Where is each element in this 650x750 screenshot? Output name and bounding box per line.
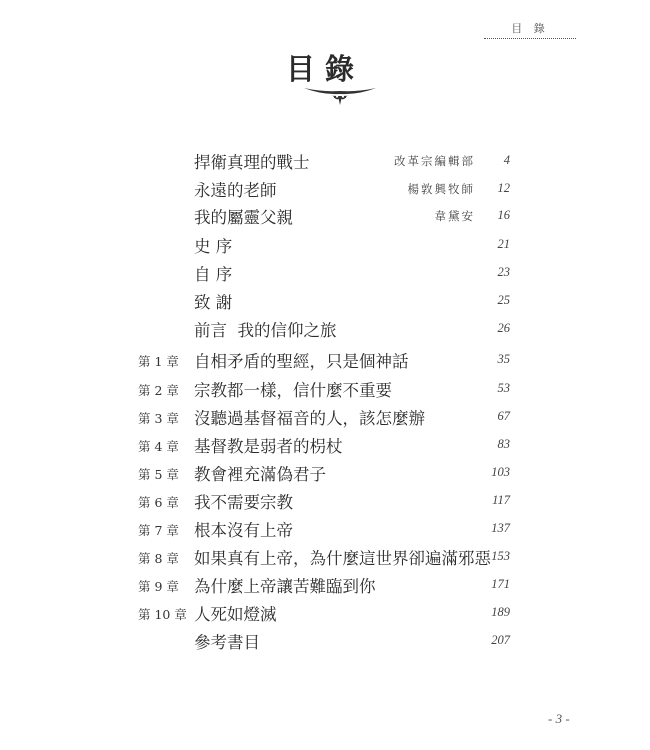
chapter-title: 教會裡充滿偽君子 [194, 465, 326, 484]
toc-chapter[interactable] [0, 461, 650, 485]
toc-chapter[interactable] [0, 545, 650, 569]
chapter-title: 宗教都一樣，信什麼不重要 [194, 381, 392, 400]
toc-chapter[interactable] [0, 601, 650, 625]
page-number: - 3 - [548, 711, 570, 726]
toc-entry[interactable] [0, 261, 650, 285]
toc-entry[interactable] [0, 289, 650, 313]
toc-chapter[interactable] [0, 348, 650, 372]
entry-title: 參考書目 [194, 633, 260, 652]
chapter-title: 人死如燈滅 [194, 605, 277, 624]
toc-entry-bibliography[interactable] [0, 629, 650, 653]
chapter-label: 第 5 章 [138, 467, 179, 482]
toc-chapter[interactable] [0, 573, 650, 597]
chapter-page-number: 153 [491, 549, 510, 563]
toc-chapter[interactable] [0, 489, 650, 513]
running-header-rule [484, 38, 576, 39]
entry-title: 我的屬靈父親 [194, 208, 293, 227]
chapter-page-number: 137 [491, 521, 510, 535]
entry-title: 永遠的老師 [194, 181, 277, 200]
entry-title: 捍衛真理的戰士 [194, 153, 310, 172]
chapter-title: 我不需要宗教 [194, 493, 293, 512]
chapter-page-number: 189 [491, 605, 510, 619]
chapter-label: 第 8 章 [138, 551, 179, 566]
chapter-title: 沒聽過基督福音的人，該怎麼辦 [194, 409, 425, 428]
entry-page-number: 25 [497, 293, 510, 307]
chapter-title: 為什麼上帝讓苦難臨到你 [194, 577, 376, 596]
entry-page-number: 12 [497, 181, 510, 195]
chapter-label: 第 10 章 [138, 607, 187, 622]
entry-page-number: 23 [497, 265, 510, 279]
page-title: 目錄 [285, 52, 364, 86]
running-header: 目 錄 [511, 22, 549, 35]
toc-entry[interactable] [0, 177, 650, 201]
chapter-label: 第 3 章 [138, 411, 179, 426]
chapter-title: 如果真有上帝，為什麼這世界卻遍滿邪惡 [194, 549, 491, 568]
toc-entry[interactable] [0, 204, 650, 228]
chapter-page-number: 67 [497, 409, 510, 423]
chapter-label: 第 1 章 [138, 354, 179, 369]
chapter-title: 基督教是弱者的枴杖 [194, 437, 343, 456]
chapter-page-number: 103 [491, 465, 510, 479]
chapter-label: 第 6 章 [138, 495, 179, 510]
toc-chapter[interactable] [0, 405, 650, 429]
chapter-page-number: 83 [497, 437, 510, 451]
entry-author: 改革宗編輯部 [394, 154, 475, 168]
entry-page-number: 16 [497, 208, 510, 222]
ornament-flourish-icon [302, 84, 378, 106]
chapter-page-number: 171 [491, 577, 510, 591]
toc-chapter[interactable] [0, 433, 650, 457]
toc-chapter[interactable] [0, 377, 650, 401]
toc-entry[interactable] [0, 233, 650, 257]
chapter-page-number: 53 [497, 381, 510, 395]
entry-title: 自 序 [194, 265, 233, 284]
entry-page-number: 26 [497, 321, 510, 335]
chapter-title: 根本沒有上帝 [194, 521, 293, 540]
chapter-page-number: 35 [497, 352, 510, 366]
entry-page-number: 4 [503, 153, 510, 167]
chapter-label: 第 2 章 [138, 383, 179, 398]
chapter-label: 第 4 章 [138, 439, 179, 454]
chapter-label: 第 9 章 [138, 579, 179, 594]
entry-title: 史 序 [194, 237, 233, 256]
entry-author: 韋黛安 [434, 209, 475, 223]
entry-title: 前言 我的信仰之旅 [194, 321, 337, 340]
toc-chapter[interactable] [0, 517, 650, 541]
entry-page-number: 207 [491, 633, 510, 647]
toc-entry[interactable] [0, 317, 650, 341]
entry-title: 致 謝 [194, 293, 233, 312]
chapter-label: 第 7 章 [138, 523, 179, 538]
entry-page-number: 21 [497, 237, 510, 251]
toc-entry[interactable] [0, 149, 650, 173]
chapter-title: 自相矛盾的聖經，只是個神話 [194, 352, 409, 371]
entry-author: 楊敦興牧師 [407, 182, 475, 196]
chapter-page-number: 117 [492, 493, 510, 507]
